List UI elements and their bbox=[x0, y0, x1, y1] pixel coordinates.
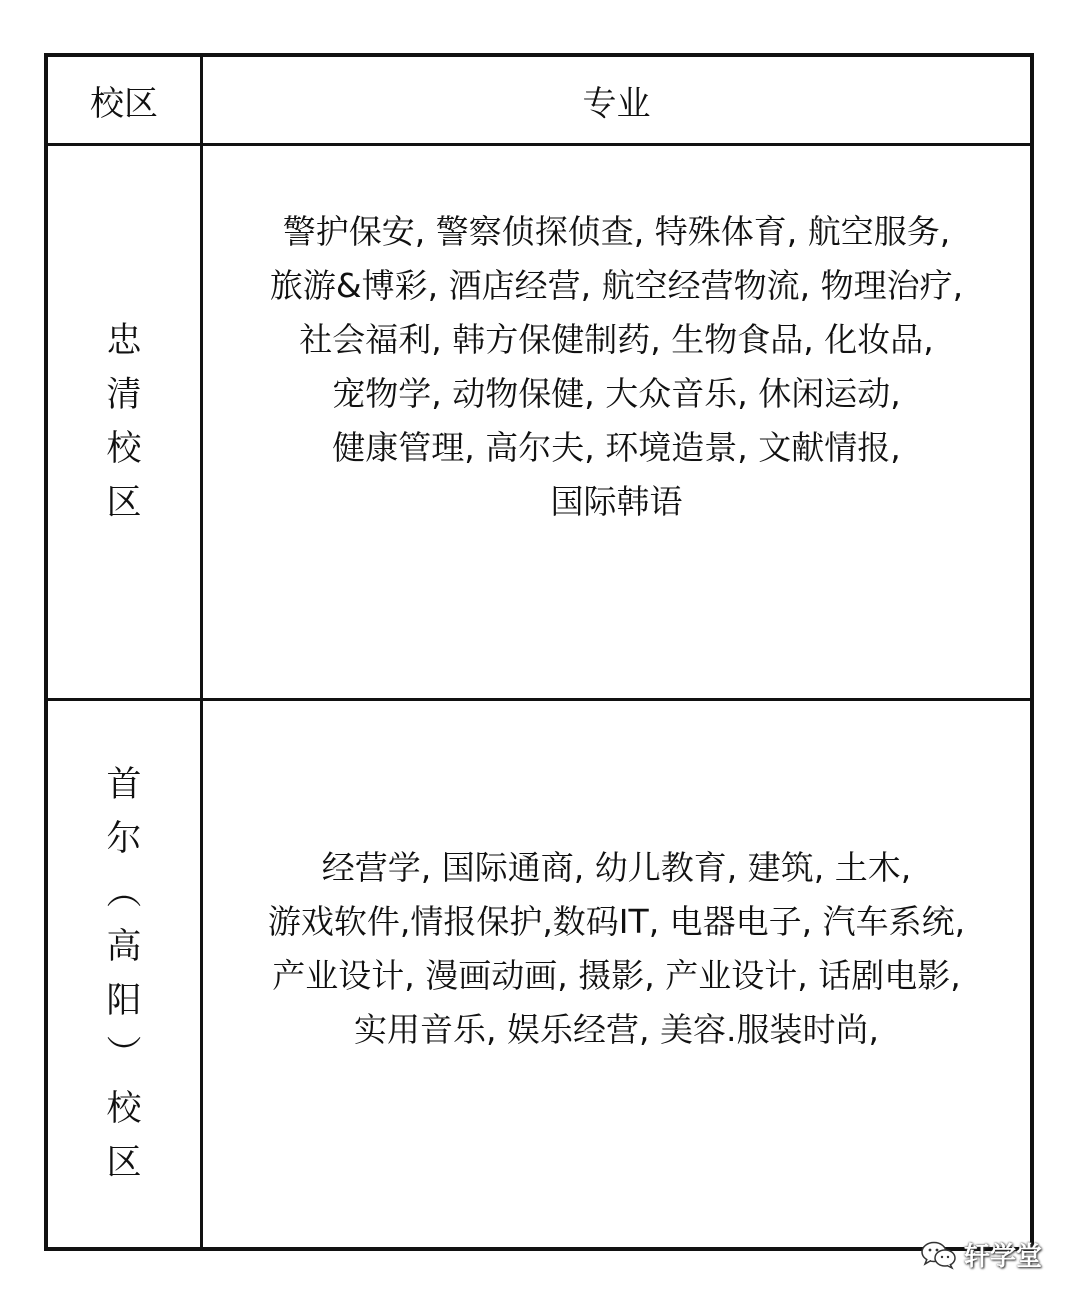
majors-cell-row-2 bbox=[203, 701, 1030, 1247]
campus-cell-row-1 bbox=[48, 146, 200, 698]
campus-char: ︶ bbox=[106, 1035, 142, 1075]
campus-majors-table bbox=[44, 53, 1034, 1251]
majors-line: 游戏软件,情报保护,数码IT, 电器电子, 汽车系统, bbox=[267, 902, 966, 941]
campus-char: 区 bbox=[106, 483, 142, 523]
campus-char: ︵ bbox=[106, 873, 142, 913]
majors-line: 健康管理, 高尔夫, 环境造景, 文献情报, bbox=[332, 428, 901, 467]
wechat-icon bbox=[920, 1240, 958, 1270]
campus-char: 清 bbox=[106, 375, 142, 415]
campus-char: 高 bbox=[106, 927, 142, 967]
majors-line: 实用音乐, 娱乐经营, 美容.服装时尚, bbox=[354, 1010, 879, 1049]
header-campus: 校区 bbox=[90, 83, 158, 124]
campus-char: 校 bbox=[106, 429, 142, 469]
majors-line: 产业设计, 漫画动画, 摄影, 产业设计, 话剧电影, bbox=[272, 956, 961, 995]
campus-char: 忠 bbox=[106, 321, 142, 361]
campus-cell-row-2 bbox=[48, 701, 200, 1247]
majors-line: 宠物学, 动物保健, 大众音乐, 休闲运动, bbox=[332, 374, 901, 413]
campus-char: 阳 bbox=[106, 981, 142, 1021]
majors-line: 国际韩语 bbox=[550, 482, 683, 521]
majors-line: 警护保安, 警察侦探侦查, 特殊体育, 航空服务, bbox=[282, 212, 951, 251]
majors-line: 旅游&博彩, 酒店经营, 航空经营物流, 物理治疗, bbox=[269, 266, 964, 305]
campus-char: 首 bbox=[106, 765, 142, 805]
watermark bbox=[920, 1236, 1042, 1273]
campus-char: 区 bbox=[106, 1143, 142, 1183]
header-major: 专业 bbox=[582, 83, 651, 124]
watermark-text: 轩学堂 bbox=[964, 1242, 1043, 1272]
majors-cell-row-1 bbox=[203, 146, 1030, 698]
majors-line: 社会福利, 韩方保健制药, 生物食品, 化妆品, bbox=[299, 320, 934, 359]
campus-char: 尔 bbox=[106, 819, 142, 859]
campus-char: 校 bbox=[106, 1089, 142, 1129]
majors-line: 经营学, 国际通商, 幼儿教育, 建筑, 土木, bbox=[321, 848, 912, 887]
